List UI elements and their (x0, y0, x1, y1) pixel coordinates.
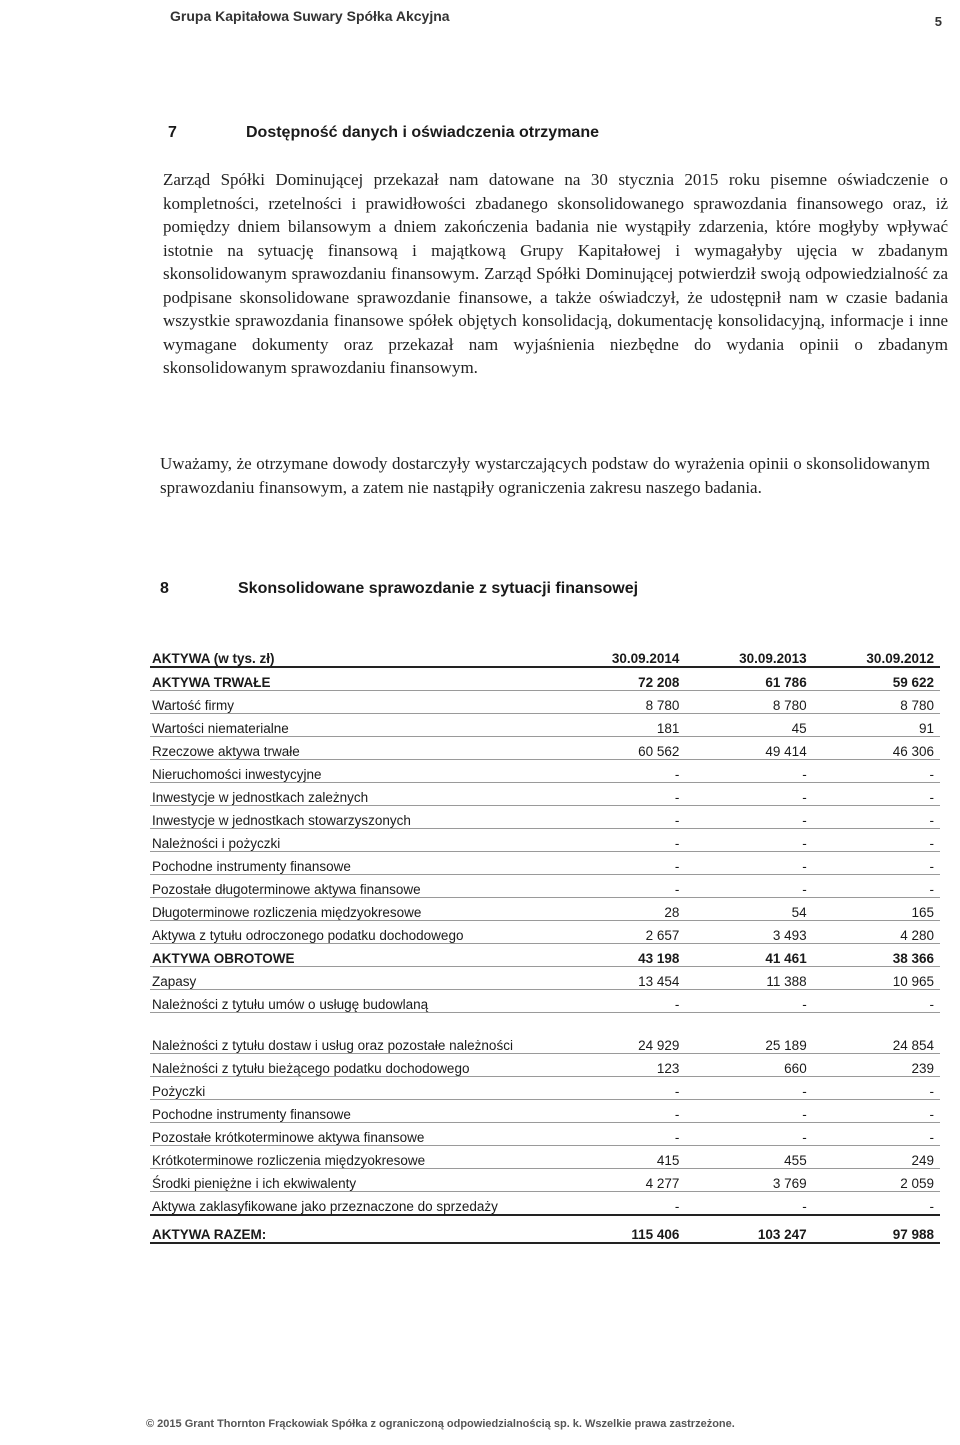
cell-2012: - (813, 852, 940, 875)
page-footer: © 2015 Grant Thornton Frąckowiak Spółka z ograniczoną odpowiedzialnością sp. k. Wszelkie prawa zastrzeżone. (146, 1418, 735, 1430)
cell-2012: 46 306 (813, 737, 940, 760)
cell-2014: 123 (558, 1054, 685, 1077)
row-label: Pożyczki (150, 1077, 558, 1100)
cell-2012: - (813, 1192, 940, 1216)
table-row (150, 829, 940, 852)
column-header-label: AKTYWA (w tys. zł) (150, 640, 558, 667)
table-row (150, 944, 940, 967)
paragraph-conclusion: Uważamy, że otrzymane dowody dostarczyły wystarczających podstaw do wyrażenia opinii o skonsolidowanym sprawozdaniu finansowym, a zatem nie nastąpiły ograniczenia zakresu naszego badania. (160, 454, 930, 497)
table-row (150, 691, 940, 714)
cell-2012: - (813, 783, 940, 806)
cell-2013: 660 (685, 1054, 812, 1077)
cell-2013: - (685, 1100, 812, 1123)
cell-2014: 115 406 (558, 1215, 685, 1243)
cell-2012: 4 280 (813, 921, 940, 944)
cell-2012: 24 854 (813, 1013, 940, 1054)
cell-2012: 8 780 (813, 691, 940, 714)
cell-2014: - (558, 1100, 685, 1123)
cell-2012: - (813, 990, 940, 1013)
cell-2012: 165 (813, 898, 940, 921)
row-label: Zapasy (150, 967, 558, 990)
cell-2014: 4 277 (558, 1169, 685, 1192)
row-label: Nieruchomości inwestycyjne (150, 760, 558, 783)
cell-2014: - (558, 852, 685, 875)
table-row (150, 806, 940, 829)
cell-2012: - (813, 829, 940, 852)
row-label: Środki pieniężne i ich ekwiwalenty (150, 1169, 558, 1192)
cell-2013: - (685, 875, 812, 898)
cell-2014: - (558, 1123, 685, 1146)
cell-2014: - (558, 760, 685, 783)
row-label: Długoterminowe rozliczenia międzyokresowe (150, 898, 558, 921)
cell-2012: 38 366 (813, 944, 940, 967)
cell-2013: 11 388 (685, 967, 812, 990)
row-label: Wartości niematerialne (150, 714, 558, 737)
cell-2013: 49 414 (685, 737, 812, 760)
table-row (150, 990, 940, 1013)
table-row (150, 1123, 940, 1146)
table-row (150, 667, 940, 691)
row-label: Pozostałe długoterminowe aktywa finansowe (150, 875, 558, 898)
cell-2014: - (558, 783, 685, 806)
cell-2013: - (685, 829, 812, 852)
cell-2014: 24 929 (558, 1013, 685, 1054)
cell-2013: 41 461 (685, 944, 812, 967)
row-label: Należności z tytułu bieżącego podatku dochodowego (150, 1054, 558, 1077)
cell-2014: 72 208 (558, 667, 685, 691)
table-row (150, 1013, 940, 1054)
row-label: Inwestycje w jednostkach stowarzyszonych (150, 806, 558, 829)
cell-2013: - (685, 990, 812, 1013)
row-label: Pochodne instrumenty finansowe (150, 852, 558, 875)
table-row (150, 760, 940, 783)
balance-sheet-table (150, 640, 940, 1244)
row-label: Pozostałe krótkoterminowe aktywa finansowe (150, 1123, 558, 1146)
section-number: 7 (168, 124, 177, 141)
row-label: Należności i pożyczki (150, 829, 558, 852)
table-row (150, 783, 940, 806)
cell-2014: - (558, 990, 685, 1013)
cell-2013: 45 (685, 714, 812, 737)
row-label: Aktywa z tytułu odroczonego podatku dochodowego (150, 921, 558, 944)
cell-2014: 2 657 (558, 921, 685, 944)
page-number: 5 (934, 14, 942, 29)
cell-2013: 25 189 (685, 1013, 812, 1054)
cell-2012: 10 965 (813, 967, 940, 990)
cell-2014: - (558, 875, 685, 898)
row-label: Rzeczowe aktywa trwałe (150, 737, 558, 760)
cell-2012: - (813, 1123, 940, 1146)
cell-2012: - (813, 1077, 940, 1100)
cell-2013: 3 769 (685, 1169, 812, 1192)
row-label: Aktywa zaklasyfikowane jako przeznaczone do sprzedaży (150, 1192, 558, 1216)
cell-2012: 2 059 (813, 1169, 940, 1192)
cell-2012: 59 622 (813, 667, 940, 691)
row-label: AKTYWA TRWAŁE (150, 667, 558, 691)
cell-2012: - (813, 760, 940, 783)
cell-2014: - (558, 829, 685, 852)
cell-2014: - (558, 1077, 685, 1100)
table-header-row (150, 640, 940, 667)
table-row (150, 1192, 940, 1216)
table-row (150, 852, 940, 875)
cell-2014: - (558, 806, 685, 829)
cell-2013: - (685, 806, 812, 829)
cell-2013: 8 780 (685, 691, 812, 714)
table-row (150, 737, 940, 760)
table-row (150, 898, 940, 921)
cell-2013: - (685, 760, 812, 783)
cell-2013: - (685, 1123, 812, 1146)
cell-2012: 239 (813, 1054, 940, 1077)
cell-2014: 13 454 (558, 967, 685, 990)
cell-2014: 181 (558, 714, 685, 737)
table-row (150, 1077, 940, 1100)
cell-2012: - (813, 806, 940, 829)
table-row (150, 1054, 940, 1077)
row-label: Należności z tytułu dostaw i usług oraz pozostałe należności (150, 1013, 558, 1054)
cell-2013: - (685, 1077, 812, 1100)
cell-2012: 97 988 (813, 1215, 940, 1243)
table-row (150, 967, 940, 990)
table-row (150, 1169, 940, 1192)
table-row (150, 1100, 940, 1123)
paragraph-statement: Zarząd Spółki Dominującej przekazał nam datowane na 30 stycznia 2015 roku pisemne oświadczenie o kompletności, rzetelności i prawidłowości zbadanego skonsolidowanego sprawozdania finansowego oraz, iż pomiędzy dniem bilansowym a dniem zakończenia badania nie wystąpiły zdarzenia, które mogłyby wpływać istotnie na sytuację finansową i majątkową Grupy Kapitałowej i wymagałyby ujęcia w zbadanym skonsolidowanym sprawozdaniu finansowym. Zarząd Spółki Dominującej potwierdził swoją odpowiedzialność za podpisane skonsolidowane sprawozdanie finansowe, a także oświadczył, że udostępnił nam w czasie badania wszystkie sprawozdania finansowe spółek objętych konsolidacją, dokumentację konsolidacyjną, informacje i inne wymagane dokumenty oraz przekazał nam wyjaśnienia niezbędne do wydania opinii o zbadanym skonsolidowanym sprawozdaniu finansowym. (163, 170, 948, 377)
cell-2013: - (685, 852, 812, 875)
cell-2014: 415 (558, 1146, 685, 1169)
row-label: Wartość firmy (150, 691, 558, 714)
column-header-2014: 30.09.2014 (558, 640, 685, 667)
section-title: Skonsolidowane sprawozdanie z sytuacji finansowej (238, 580, 639, 597)
row-label: AKTYWA OBROTOWE (150, 944, 558, 967)
table-row (150, 921, 940, 944)
cell-2013: 103 247 (685, 1215, 812, 1243)
row-label: AKTYWA RAZEM: (150, 1215, 558, 1243)
cell-2013: - (685, 783, 812, 806)
row-label: Należności z tytułu umów o usługę budowlaną (150, 990, 558, 1013)
cell-2012: 249 (813, 1146, 940, 1169)
cell-2013: 61 786 (685, 667, 812, 691)
cell-2014: 60 562 (558, 737, 685, 760)
cell-2013: 54 (685, 898, 812, 921)
cell-2013: 3 493 (685, 921, 812, 944)
cell-2012: 91 (813, 714, 940, 737)
table-row (150, 714, 940, 737)
cell-2013: 455 (685, 1146, 812, 1169)
company-name: Grupa Kapitałowa Suwary Spółka Akcyjna (170, 8, 450, 24)
cell-2014: - (558, 1192, 685, 1216)
page-header (170, 8, 950, 32)
section-title: Dostępność danych i oświadczenia otrzymane (246, 124, 599, 141)
row-label: Pochodne instrumenty finansowe (150, 1100, 558, 1123)
table-row (150, 1146, 940, 1169)
cell-2014: 8 780 (558, 691, 685, 714)
table-row (150, 875, 940, 898)
cell-2014: 28 (558, 898, 685, 921)
cell-2012: - (813, 1100, 940, 1123)
cell-2012: - (813, 875, 940, 898)
row-label: Krótkoterminowe rozliczenia międzyokresowe (150, 1146, 558, 1169)
column-header-2013: 30.09.2013 (685, 640, 812, 667)
row-label: Inwestycje w jednostkach zależnych (150, 783, 558, 806)
table-row-total (150, 1215, 940, 1243)
cell-2014: 43 198 (558, 944, 685, 967)
column-header-2012: 30.09.2012 (813, 640, 940, 667)
section-number: 8 (160, 580, 169, 597)
cell-2013: - (685, 1192, 812, 1216)
